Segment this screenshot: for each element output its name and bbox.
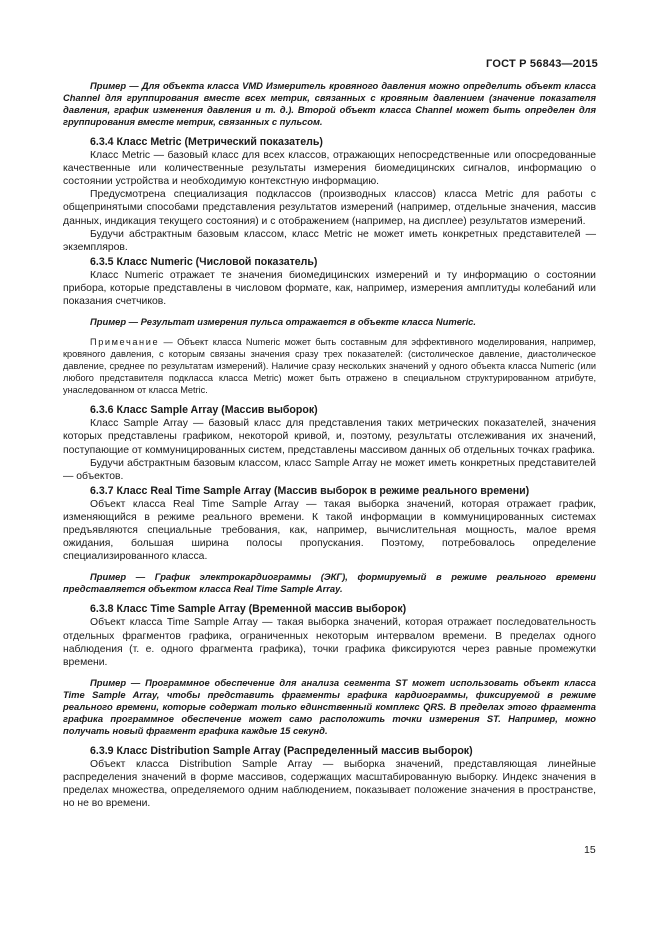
example-vmd-channel: Пример — Для объекта класса VMD Измеритель кровяного давления можно определить объект класса Channel для группирования вместе всех метрик, связанных с кровяным давлением (значение показателя давления, график изменения давления и т. д.). Второй объект класса Channel может быть определен для группирования вместе метрик, связанных с пульсом. xyxy=(63,80,596,127)
paragraph: Будучи абстрактным базовым классом, класс Metric не может иметь конкретных представителей — экземпляров. xyxy=(63,228,596,253)
heading-6-3-6: 6.3.6 Класс Sample Array (Массив выборок) xyxy=(90,404,318,417)
paragraph: Предусмотрена специализация подклассов (производных классов) класса Metric для работы с общепринятыми способами представления результатов измерений (например, отдельные значения, массив данных, индикация текущего состояния) и с отображением (например, на дисплее) результатов измерений. xyxy=(63,189,596,227)
heading-6-3-7: 6.3.7 Класс Real Time Sample Array (Массив выборок в режиме реального времени) xyxy=(90,484,530,497)
paragraph: Класс Sample Array — базовый класс для представления таких метрических показателей, значения которых представлены графиком, некоторой кривой, и, поэтому, результаты отслеживания их значений, поступающие от коммуницированных систем, представлены массивом данных об отдельных точках графика. xyxy=(63,418,596,456)
page-number: 15 xyxy=(584,844,596,856)
heading-6-3-9: 6.3.9 Класс Distribution Sample Array (Распределенный массив выборок) xyxy=(90,744,473,757)
note-text: — Объект класса Numeric может быть составным для эффективного моделирования, например, кровяного давления, с которым связаны значения сразу трех показателей: (систолическое давление, диастолическое давление, среднее по результатам измерений). Наличие сразу нескольких значений у одного объекта класса Numeric (или любого представителя подкласса класса Metric) может быть отражено в специальном структурированном атрибуте, унаследованном от класса Metric. xyxy=(63,337,596,396)
paragraph: Объект класса Real Time Sample Array — такая выборка значений, которая отражает график, изменяющийся в режиме реального времени. К такой информации в коммуницированных системах предъявляются специальные требования, как, например, вычислительная мощность, малое время ожидания, большая ширина полосы пропускания. Поэтому, потребовалось определение специализированного класса. xyxy=(63,498,596,563)
page-content xyxy=(63,80,596,810)
paragraph: Класс Numeric отражает те значения биомедицинских измерений и ту информацию о состоянии прибора, которые представлены в числовом формате, как, например, измерения амплитуды колебаний или показания счетчиков. xyxy=(63,269,596,308)
example-pulse: Пример — Результат измерения пульса отражается в объекте класса Numeric. xyxy=(90,316,476,328)
paragraph: Объект класса Time Sample Array — такая выборка значений, которая отражает последовательность отдельных фрагментов графика, ограниченных некоторым интервалом времени. В пределах одного наблюдения (т. е. одного фрагмента графика), точки графика фиксируются через равные промежутки времени. xyxy=(63,617,596,668)
document-id: ГОСТ Р 56843—2015 xyxy=(486,58,598,70)
paragraph: Объект класса Distribution Sample Array — выборка значений, представляющая линейные распределения значений в форме массивов, содержащих масштабированную выборку. Индекс значения в пределах множества, определяемого одним наблюдением, показывает положение значения в пространстве, но не во времени. xyxy=(63,758,596,810)
example-st-segment: Пример — Программное обеспечение для анализа сегмента ST может использовать объект класса Time Sample Array, чтобы представить фрагменты графика кардиограммы, фиксируемой в режиме реального времени, которые содержат только единственный комплекс QRS. В пределах этого фрагмента графика программное обеспечение может само расположить точки измерения ST. Например, можно получать новый фрагмент графика каждые 15 секунд. xyxy=(63,676,596,736)
paragraph: Будучи абстрактным базовым классом, класс Sample Array не может иметь конкретных представителей — объектов. xyxy=(63,457,596,482)
example-ecg: Пример — График электрокардиограммы (ЭКГ), формируемый в режиме реального времени представляется объектом класса Real Time Sample Array. xyxy=(63,571,596,595)
note-label: Примечание xyxy=(90,337,160,348)
heading-6-3-5: 6.3.5 Класс Numeric (Числовой показатель) xyxy=(90,255,318,268)
paragraph: Класс Metric — базовый класс для всех классов, отражающих непосредственные или опосредованные качественные или количественные результаты измерения биомедицинских сигналов, информацию о состоянии устройства и необходимую контекстную информацию. xyxy=(63,150,596,188)
heading-6-3-8: 6.3.8 Класс Time Sample Array (Временной массив выборок) xyxy=(90,603,407,616)
heading-6-3-4: 6.3.4 Класс Metric (Метрический показатель) xyxy=(90,136,323,148)
note-numeric xyxy=(63,336,596,396)
